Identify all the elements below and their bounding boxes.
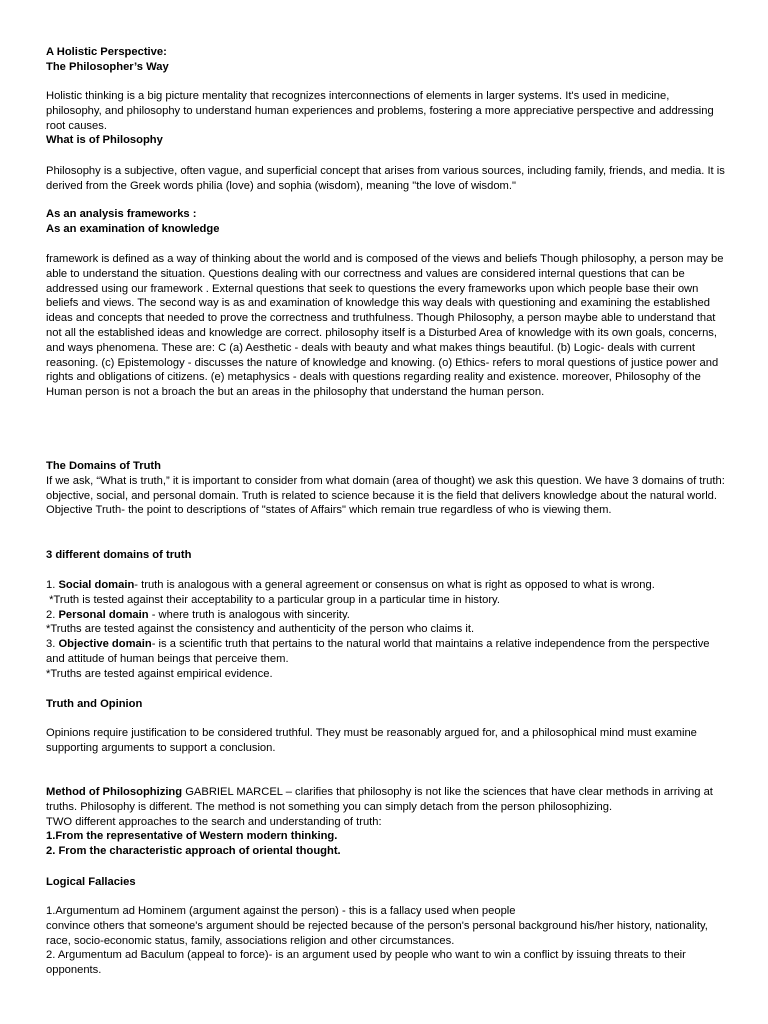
social-term: Social domain bbox=[58, 579, 135, 591]
fallacy-1-line-1: 1.Argumentum ad Hominem (argument against the person) - this is a fallacy used when people bbox=[46, 905, 516, 917]
domains-paragraph: If we ask, “What is truth,” it is important to consider from what domain (area of thought) we ask this question. We have 3 domains of truth: objective, social, and personal domain. Truth is related to science because it is the field that delivers knowledge about the natural world. Objective Truth- the point to descriptions of "states of Affairs" which remain true regardless of who is viewing them. bbox=[46, 474, 725, 517]
personal-term: Personal domain bbox=[58, 608, 149, 621]
objective-term: Objective domain bbox=[58, 638, 152, 651]
method-section bbox=[46, 785, 726, 859]
objective-domain-item bbox=[46, 637, 726, 667]
personal-domain-item bbox=[46, 608, 726, 623]
title-line-1: A Holistic Perspective: bbox=[46, 46, 167, 58]
fallacies-heading: Logical Fallacies bbox=[46, 876, 136, 888]
analysis-headings bbox=[46, 207, 726, 237]
holistic-paragraph: Holistic thinking is a big picture mentality that recognizes interconnections of elements in larger systems. It's used in medicine, philosophy, and philosophy to understand human experiences and problems, fostering a more appreciative perspective and addressing root causes. bbox=[46, 90, 714, 132]
domains-section bbox=[46, 459, 726, 518]
analysis-heading-2: As an examination of knowledge bbox=[46, 222, 220, 235]
objective-note: *Truths are tested against empirical evidence. bbox=[46, 667, 273, 680]
holistic-section bbox=[46, 89, 726, 148]
domains-list bbox=[46, 578, 726, 682]
what-paragraph: Philosophy is a subjective, often vague, and superficial concept that arises from various sources, including family, friends, and media. It is derived from the Greek words philia (love) and sophia (wisdom), meaning "the love of wisdom." bbox=[46, 165, 725, 192]
personal-text: - where truth is analogous with sincerity. bbox=[148, 608, 350, 621]
fallacies-list bbox=[46, 904, 726, 978]
method-heading: Method of Philosophizing bbox=[46, 786, 183, 798]
method-paragraph bbox=[46, 785, 726, 815]
method-item-1: 1.From the representative of Western modern thinking. bbox=[46, 830, 338, 843]
what-heading: What is of Philosophy bbox=[46, 134, 163, 147]
social-note: *Truth is tested against their acceptability to a particular group in a particular time in history. bbox=[46, 593, 500, 606]
social-text: - truth is analogous with a general agreement or consensus on what is right as opposed to what is wrong. bbox=[134, 579, 655, 591]
social-domain-item bbox=[46, 578, 726, 593]
method-two-approaches: TWO different approaches to the search and understanding of truth: bbox=[46, 815, 382, 828]
framework-paragraph: framework is defined as a way of thinking about the world and is composed of the views and beliefs Though philosophy, a person may be able to understand the situation. Questions dealing with our correctness and values are considered internal questions that can be addressed using our framework . External questions that seek to questions the every frameworks upon which people base their own beliefs and views. The second way is as and examination of knowledge this way deals with questioning and examining the established ideas and concepts that needed to prove the correctness and truthfulness. Though Philosophy, a person maybe able to understand that not all the established ideas and knowledge are correct. philosophy itself is a Disturbed Area of knowledge with its own goals, concerns, and ways phenomena. These are: C (a) Aesthetic - deals with beauty and what makes things beautiful. (b) Logic- deals with current reasoning. (c) Epistemology - discusses the nature of knowledge and knowing. (o) Ethics- refers to moral questions of justice power and rights and obligations of citizens. (e) metaphysics - deals with questions regarding reality and existence. moreover, Philosophy of the Human person is not a broach the but an areas in the philosophy that understand the human person. bbox=[46, 253, 724, 399]
method-text: GABRIEL MARCEL – clarifies that philosophy is not like the sciences that have clear methods in arriving at truths. Philosophy is different. The method is not something you can simply detach from the person philosophizing. bbox=[46, 786, 713, 813]
three-domains-heading: 3 different domains of truth bbox=[46, 549, 192, 561]
domains-heading: The Domains of Truth bbox=[46, 460, 161, 472]
title-line-2: The Philosopher’s Way bbox=[46, 60, 169, 73]
personal-number: 2. bbox=[46, 608, 59, 621]
objective-number: 3. bbox=[46, 638, 59, 651]
title-block bbox=[46, 45, 726, 75]
personal-note: *Truths are tested against the consistency and authenticity of the person who claims it. bbox=[46, 623, 475, 636]
objective-text: - is a scientific truth that pertains to the natural world that maintains a relative independence from the perspective and attitude of human beings that perceive them. bbox=[46, 638, 710, 665]
opinion-paragraph: Opinions require justification to be considered truthful. They must be reasonably argued for, and a philosophical mind must examine supporting arguments to support a conclusion. bbox=[46, 727, 697, 754]
social-number: 1. bbox=[46, 579, 59, 591]
analysis-heading-1: As an analysis frameworks : bbox=[46, 208, 197, 220]
opinion-heading: Truth and Opinion bbox=[46, 698, 143, 710]
fallacy-1-line-2: convince others that someone's argument should be rejected because of the person's personal background his/her history, nationality, race, socio-economic status, family, associations religion and other circumstances. bbox=[46, 919, 708, 947]
method-item-2: 2. From the characteristic approach of oriental thought. bbox=[46, 845, 341, 858]
fallacy-2: 2. Argumentum ad Baculum (appeal to force)- is an argument used by people who want to win a conflict by issuing threats to their opponents. bbox=[46, 949, 686, 977]
